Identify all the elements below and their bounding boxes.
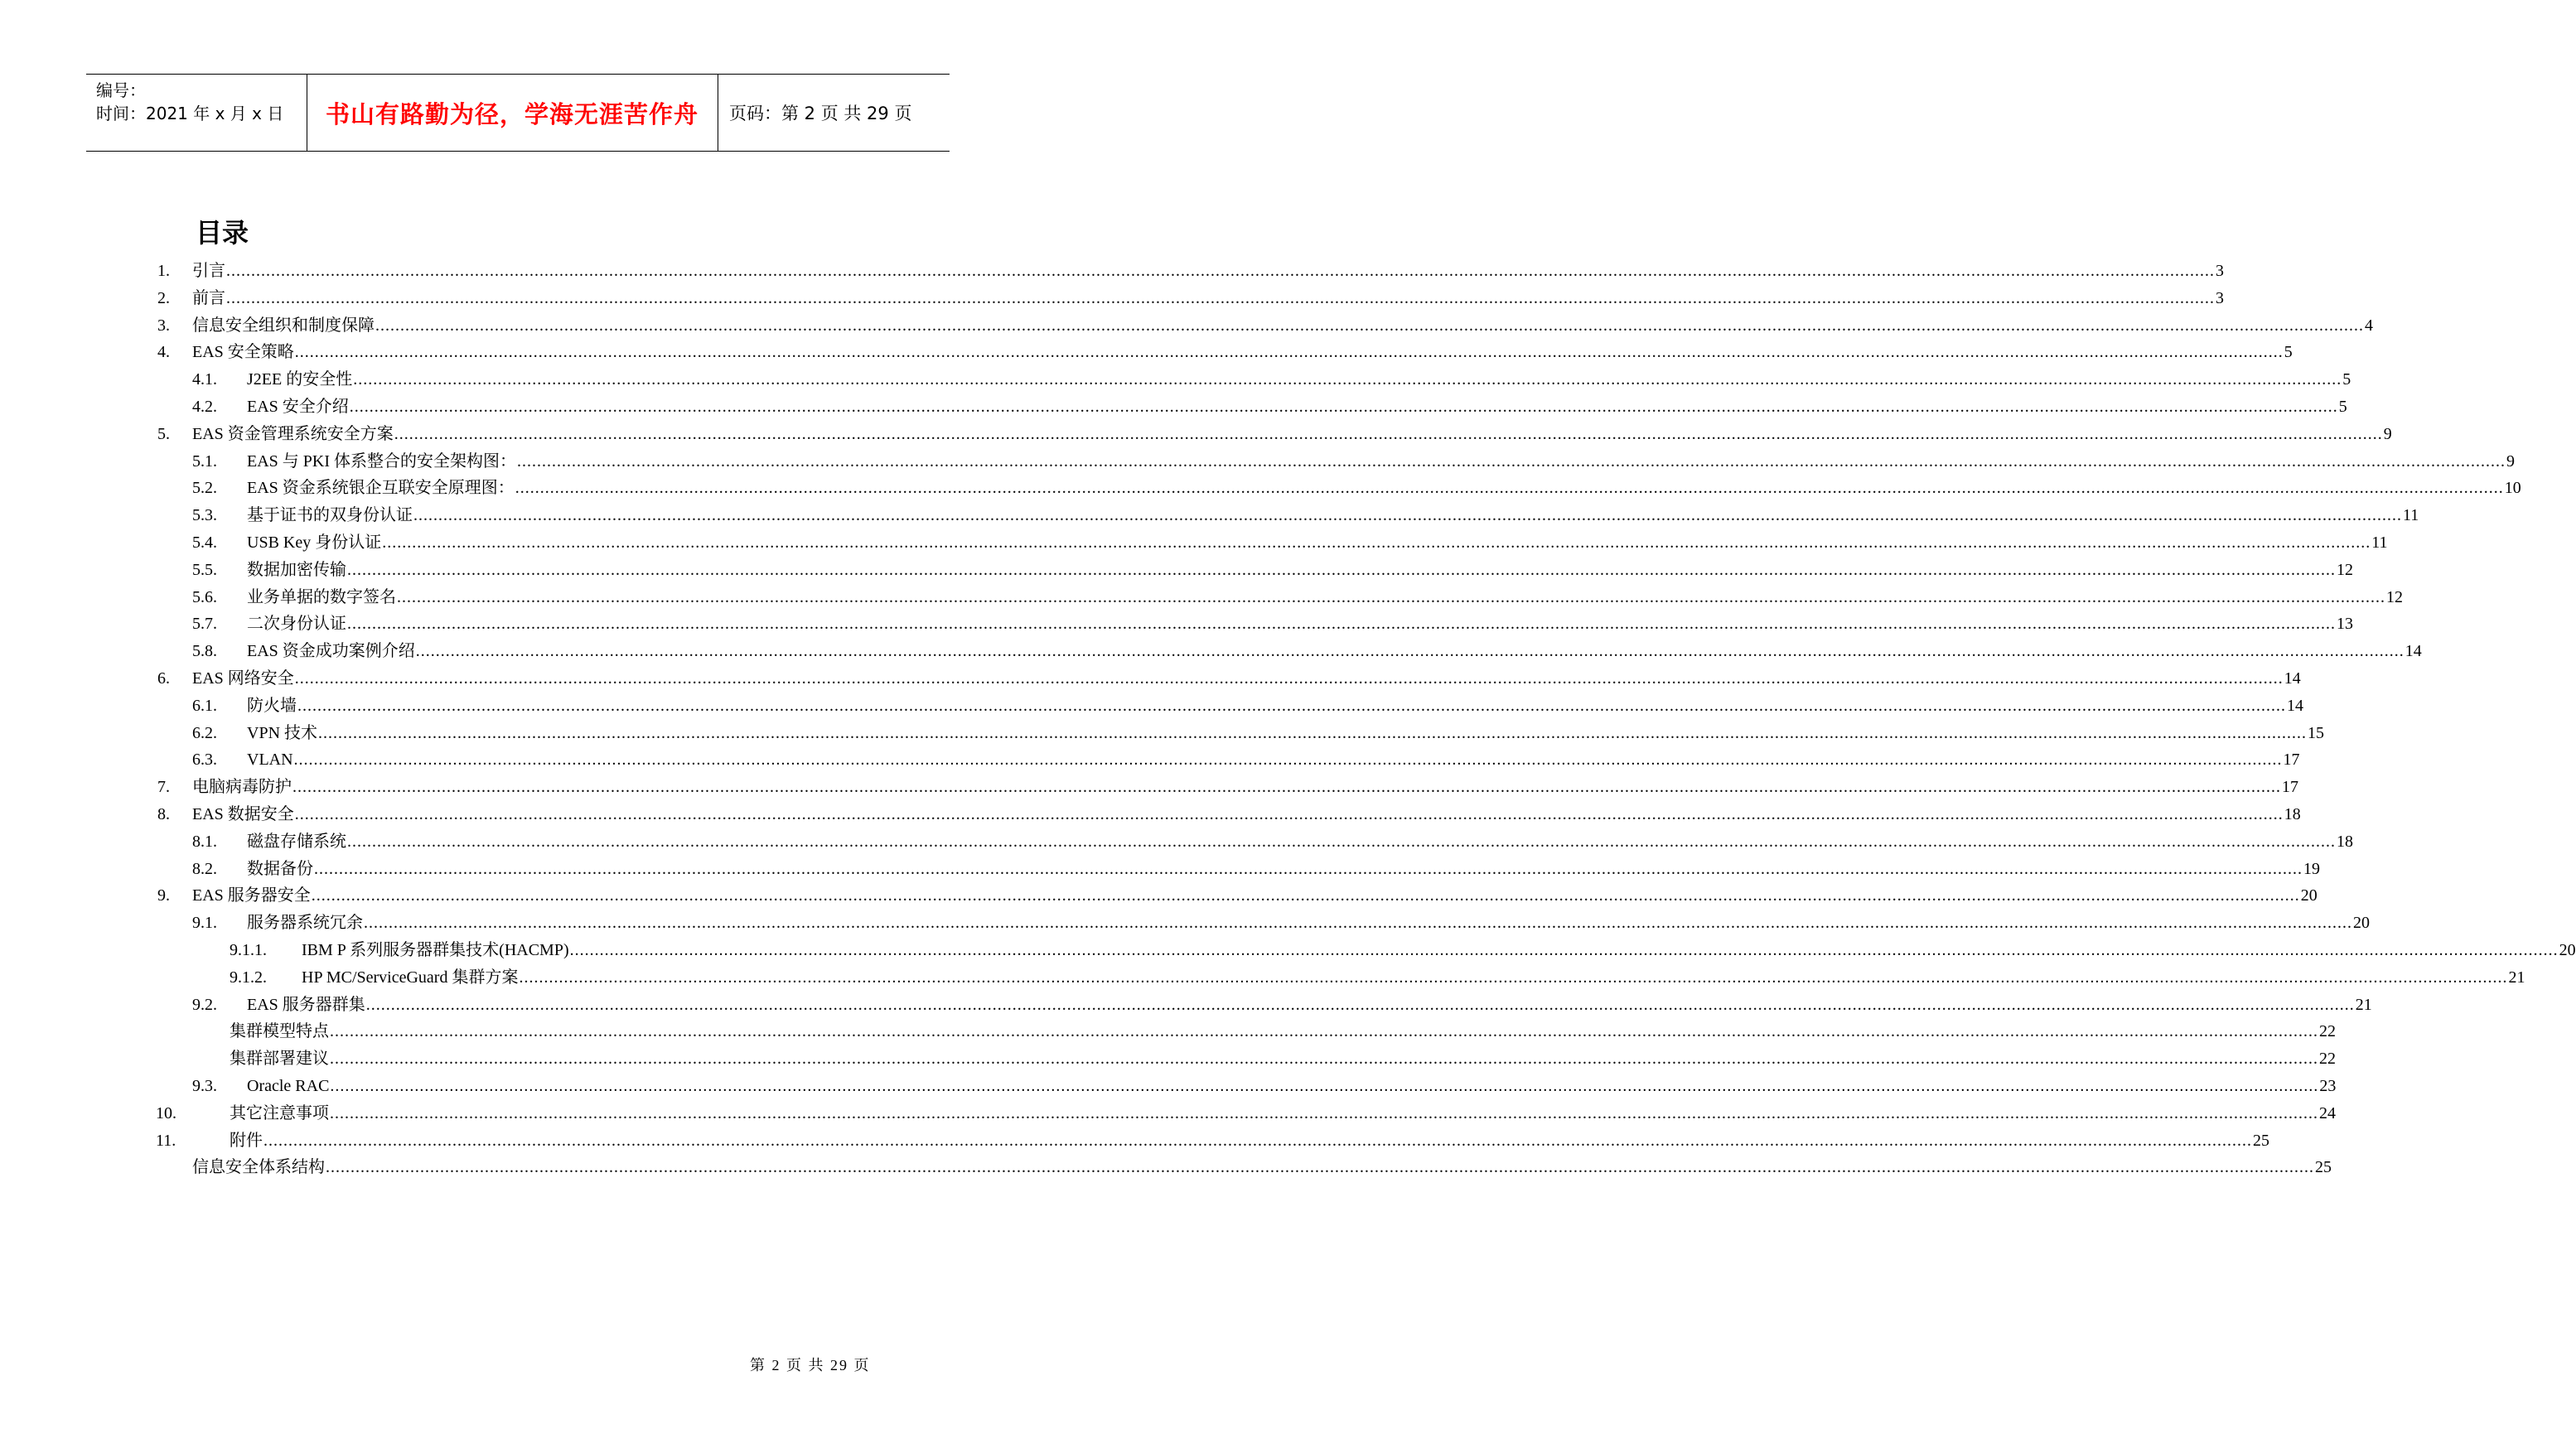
toc-entry[interactable] — [0, 1019, 2336, 1044]
toc-entry-title: HP MC/ServiceGuard 集群方案 — [302, 968, 519, 987]
toc-entry-title: EAS 服务器群集 — [247, 995, 365, 1014]
toc-entry-number: 5.2. — [192, 479, 217, 498]
toc-entry-title: 引言 — [192, 262, 225, 280]
toc-entry-page: 14 — [2404, 642, 2422, 661]
toc-entry-page: 5 — [2338, 398, 2347, 416]
toc-dot-leader: ................................................................................................................................................................................................................................................................................................................................................................................................................ — [294, 343, 2284, 362]
toc-entry-number: 5.5. — [192, 560, 217, 579]
toc-entry-page: 17 — [2282, 778, 2298, 797]
header-info-cell — [86, 75, 307, 151]
toc-dot-leader: ................................................................................................................................................................................................................................................................................................................................................................................................................ — [294, 669, 2284, 688]
toc-entry[interactable] — [0, 775, 2298, 799]
toc-entry-page: 18 — [2337, 832, 2353, 851]
toc-entry-number: 6.2. — [192, 723, 217, 742]
toc-entry-number: 5.1. — [192, 451, 217, 471]
page-header — [86, 74, 950, 152]
toc-entry[interactable] — [0, 558, 2353, 582]
toc-entry[interactable] — [0, 1046, 2336, 1071]
toc-entry-page: 3 — [2216, 288, 2224, 307]
toc-entry-title: 集群模型特点 — [230, 1022, 329, 1041]
toc-entry-page: 23 — [2319, 1077, 2337, 1095]
toc-dot-leader: ................................................................................................................................................................................................................................................................................................................................................................................................................ — [292, 778, 2281, 797]
toc-entry-page: 18 — [2284, 805, 2301, 823]
toc-entry-page: 12 — [2337, 560, 2353, 579]
toc-entry[interactable] — [0, 883, 2317, 908]
toc-entry-title: 二次身份认证 — [247, 615, 346, 634]
toc-dot-leader: ................................................................................................................................................................................................................................................................................................................................................................................................................ — [347, 615, 2336, 634]
toc-dot-leader: ................................................................................................................................................................................................................................................................................................................................................................................................................ — [330, 1022, 2318, 1041]
toc-entry-title: EAS 网络安全 — [192, 669, 294, 688]
toc-entry-title: EAS 安全策略 — [192, 343, 294, 362]
toc-entry-page: 5 — [2284, 343, 2293, 362]
toc-entry-title: 电脑病毒防护 — [192, 778, 292, 797]
toc-entry-title: 基于证书的双身份认证 — [247, 506, 413, 525]
motto: 书山有路勤为径，学海无涯苦作舟 — [307, 75, 718, 151]
toc-entry-page: 14 — [2284, 669, 2301, 688]
toc-entry-number: 5.6. — [192, 587, 217, 606]
toc-dot-leader: ................................................................................................................................................................................................................................................................................................................................................................................................................ — [569, 941, 2559, 959]
toc-entry[interactable] — [0, 503, 2419, 528]
toc-entry-title: EAS 资金成功案例介绍 — [247, 642, 415, 661]
toc-entry[interactable] — [0, 639, 2422, 664]
toc-entry-title: VLAN — [247, 751, 293, 770]
toc-entry-title: IBM P 系列服务器群集技术(HACMP) — [302, 941, 569, 959]
toc-entry[interactable] — [0, 313, 2373, 338]
toc-entry-page: 25 — [2315, 1158, 2332, 1177]
toc-entry-page: 20 — [2300, 886, 2317, 905]
toc-dot-leader: ................................................................................................................................................................................................................................................................................................................................................................................................................ — [318, 723, 2308, 742]
toc-entry-number: 5.7. — [192, 615, 217, 634]
toc-entry[interactable] — [0, 829, 2353, 854]
toc-entry[interactable] — [0, 965, 2525, 990]
toc-entry[interactable] — [0, 367, 2351, 392]
toc-entry-title: 服务器系统冗余 — [247, 914, 363, 933]
toc-entry-number: 3. — [157, 316, 170, 335]
toc-entry-title: EAS 资金系统银企互联安全原理图： — [247, 479, 515, 498]
toc-dot-leader: ................................................................................................................................................................................................................................................................................................................................................................................................................ — [226, 288, 2215, 307]
toc-entry-number: 7. — [157, 778, 170, 797]
toc-dot-leader: ................................................................................................................................................................................................................................................................................................................................................................................................................ — [226, 262, 2215, 280]
toc-dot-leader: ................................................................................................................................................................................................................................................................................................................................................................................................................ — [413, 506, 2402, 525]
toc-dot-leader: ................................................................................................................................................................................................................................................................................................................................................................................................................ — [353, 370, 2342, 389]
toc-entry[interactable] — [0, 1101, 2336, 1126]
toc-dot-leader: ................................................................................................................................................................................................................................................................................................................................................................................................................ — [347, 560, 2336, 579]
toc-entry-number: 9.1. — [192, 914, 217, 933]
toc-dot-leader: ................................................................................................................................................................................................................................................................................................................................................................................................................ — [517, 451, 2506, 471]
toc-entry-number: 6. — [157, 669, 170, 688]
toc-dot-leader: ................................................................................................................................................................................................................................................................................................................................................................................................................ — [311, 886, 2300, 905]
toc-entry-number: 5. — [157, 424, 170, 443]
toc-entry[interactable] — [0, 857, 2320, 881]
toc-entry-page: 3 — [2216, 262, 2224, 280]
toc-entry-title: EAS 服务器安全 — [192, 886, 311, 905]
toc-entry-number: 9.1.1. — [230, 941, 267, 959]
toc-entry[interactable] — [0, 475, 2521, 500]
toc-entry[interactable] — [0, 747, 2300, 772]
toc-entry[interactable] — [0, 992, 2372, 1017]
toc-dot-leader: ................................................................................................................................................................................................................................................................................................................................................................................................................ — [297, 696, 2286, 715]
toc-dot-leader: ................................................................................................................................................................................................................................................................................................................................................................................................................ — [519, 968, 2508, 987]
toc-entry-page: 10 — [2504, 479, 2521, 498]
toc-dot-leader: ................................................................................................................................................................................................................................................................................................................................................................................................................ — [515, 479, 2504, 498]
toc-dot-leader: ................................................................................................................................................................................................................................................................................................................................................................................................................ — [397, 587, 2385, 606]
toc-entry-page: 22 — [2319, 1022, 2336, 1041]
toc-entry[interactable] — [0, 449, 2516, 474]
toc-entry[interactable] — [0, 938, 2576, 963]
toc-entry-page: 24 — [2319, 1103, 2336, 1122]
toc-entry-title: 防火墙 — [247, 696, 297, 715]
toc-entry-title: EAS 资金管理系统安全方案 — [192, 424, 394, 443]
toc-entry-title: Oracle RAC — [247, 1077, 330, 1095]
toc-dot-leader: ................................................................................................................................................................................................................................................................................................................................................................................................................ — [330, 1077, 2319, 1095]
page-label: 页码：第 2 页 共 29 页 — [729, 104, 912, 123]
toc-entry-page: 9 — [2383, 424, 2392, 443]
page-footer: 第 2 页 共 29 页 — [750, 1357, 871, 1373]
toc-entry-page: 14 — [2287, 696, 2303, 715]
toc-entry-number: 8. — [157, 805, 170, 823]
toc-entry-title: 其它注意事项 — [230, 1103, 329, 1122]
toc-entry[interactable] — [0, 258, 2224, 283]
toc-entry-page: 13 — [2337, 615, 2353, 634]
toc-entry-page: 21 — [2508, 968, 2525, 987]
toc-entry-title: USB Key 身份认证 — [247, 533, 382, 552]
toc-dot-leader: ................................................................................................................................................................................................................................................................................................................................................................................................................ — [382, 533, 2371, 552]
toc-entry[interactable] — [0, 340, 2293, 364]
toc-dot-leader: ................................................................................................................................................................................................................................................................................................................................................................................................................ — [263, 1131, 2252, 1150]
toc-entry[interactable] — [0, 721, 2325, 746]
toc-entry-number: 1. — [157, 262, 170, 280]
toc-dot-leader: ................................................................................................................................................................................................................................................................................................................................................................................................................ — [349, 398, 2338, 416]
toc-entry-page: 17 — [2283, 751, 2300, 770]
toc-entry-page: 20 — [2353, 914, 2370, 933]
toc-entry-page: 15 — [2308, 723, 2325, 742]
toc-entry-number: 8.1. — [192, 832, 217, 851]
toc-entry-number: 9. — [157, 886, 170, 905]
toc-entry-number: 4.1. — [192, 370, 217, 389]
toc-entry-page: 11 — [2403, 506, 2419, 525]
toc-entry-title: J2EE 的安全性 — [247, 370, 353, 389]
number-label: 编号： — [96, 80, 146, 100]
toc-dot-leader: ................................................................................................................................................................................................................................................................................................................................................................................................................ — [330, 1103, 2318, 1122]
toc-entry-page: 9 — [2506, 451, 2516, 471]
toc-entry-title: 前言 — [192, 288, 225, 307]
toc-dot-leader: ................................................................................................................................................................................................................................................................................................................................................................................................................ — [326, 1158, 2314, 1177]
toc-dot-leader: ................................................................................................................................................................................................................................................................................................................................................................................................................ — [375, 316, 2364, 335]
time-label: 时间：2021 年 x 月 x 日 — [96, 104, 284, 123]
toc-dot-leader: ................................................................................................................................................................................................................................................................................................................................................................................................................ — [294, 805, 2284, 823]
toc-dot-leader: ................................................................................................................................................................................................................................................................................................................................................................................................................ — [364, 914, 2352, 933]
toc-entry[interactable] — [0, 286, 2224, 311]
toc-entry[interactable] — [0, 802, 2301, 827]
toc-entry-page: 20 — [2559, 941, 2576, 959]
toc-entry-page: 21 — [2355, 995, 2372, 1014]
toc-entry[interactable] — [0, 910, 2370, 935]
toc-entry-title: 业务单据的数字签名 — [247, 587, 396, 606]
toc-entry-title: 集群部署建议 — [230, 1050, 329, 1069]
toc-title: 目录 — [196, 217, 249, 249]
toc-entry[interactable] — [0, 394, 2347, 419]
toc-entry-number: 2. — [157, 288, 170, 307]
toc-entry-number: 9.1.2. — [230, 968, 267, 987]
toc-dot-leader: ................................................................................................................................................................................................................................................................................................................................................................................................................ — [330, 1050, 2318, 1069]
toc-entry-page: 22 — [2319, 1050, 2336, 1069]
toc-entry[interactable] — [0, 693, 2303, 718]
toc-entry-title: 附件 — [230, 1131, 263, 1150]
toc-entry-number: 11. — [156, 1131, 176, 1150]
toc-entry-title: VPN 技术 — [247, 723, 318, 742]
toc-entry-title: 信息安全组织和制度保障 — [192, 316, 375, 335]
toc-dot-leader: ................................................................................................................................................................................................................................................................................................................................................................................................................ — [415, 642, 2404, 661]
toc-entry-page: 25 — [2253, 1131, 2269, 1150]
toc-entry-number: 9.3. — [192, 1077, 217, 1095]
toc-entry-number: 4.2. — [192, 398, 217, 416]
toc-entry-number: 5.4. — [192, 533, 217, 552]
toc-entry-page: 12 — [2386, 587, 2403, 606]
toc-dot-leader: ................................................................................................................................................................................................................................................................................................................................................................................................................ — [293, 751, 2283, 770]
toc-entry[interactable] — [0, 1074, 2337, 1098]
toc-entry-number: 6.1. — [192, 696, 217, 715]
toc-entry[interactable] — [0, 422, 2392, 447]
toc-entry-number: 4. — [157, 343, 170, 362]
toc-entry-title: EAS 与 PKI 体系整合的安全架构图： — [247, 451, 517, 471]
toc-dot-leader: ................................................................................................................................................................................................................................................................................................................................................................................................................ — [365, 995, 2355, 1014]
toc-entry-number: 8.2. — [192, 859, 217, 878]
toc-entry-number: 5.3. — [192, 506, 217, 525]
toc-entry-title: 数据备份 — [247, 859, 313, 878]
toc-entry-title: 数据加密传输 — [247, 560, 346, 579]
toc-entry[interactable] — [0, 611, 2353, 636]
toc-entry[interactable] — [0, 530, 2388, 555]
toc-entry-title: 磁盘存储系统 — [247, 832, 346, 851]
toc-entry-title: EAS 数据安全 — [192, 805, 294, 823]
toc-entry[interactable] — [0, 585, 2403, 610]
toc-entry[interactable] — [0, 666, 2301, 691]
toc-entry-title: EAS 安全介绍 — [247, 398, 349, 416]
toc-entry-page: 5 — [2342, 370, 2351, 389]
toc-dot-leader: ................................................................................................................................................................................................................................................................................................................................................................................................................ — [394, 424, 2383, 443]
toc-entry-title: 信息安全体系结构 — [192, 1158, 325, 1177]
toc-entry-page: 4 — [2365, 316, 2373, 335]
toc-entry-number: 6.3. — [192, 751, 217, 770]
toc-entry-page: 19 — [2303, 859, 2320, 878]
toc-dot-leader: ................................................................................................................................................................................................................................................................................................................................................................................................................ — [347, 832, 2336, 851]
toc-dot-leader: ................................................................................................................................................................................................................................................................................................................................................................................................................ — [314, 859, 2303, 878]
toc-entry-number: 10. — [156, 1103, 176, 1122]
toc-entry[interactable] — [0, 1155, 2332, 1180]
toc-entry[interactable] — [0, 1128, 2269, 1153]
toc-entry-number: 5.8. — [192, 642, 217, 661]
toc-entry-page: 11 — [2371, 533, 2388, 552]
toc-entry-number: 9.2. — [192, 995, 217, 1014]
